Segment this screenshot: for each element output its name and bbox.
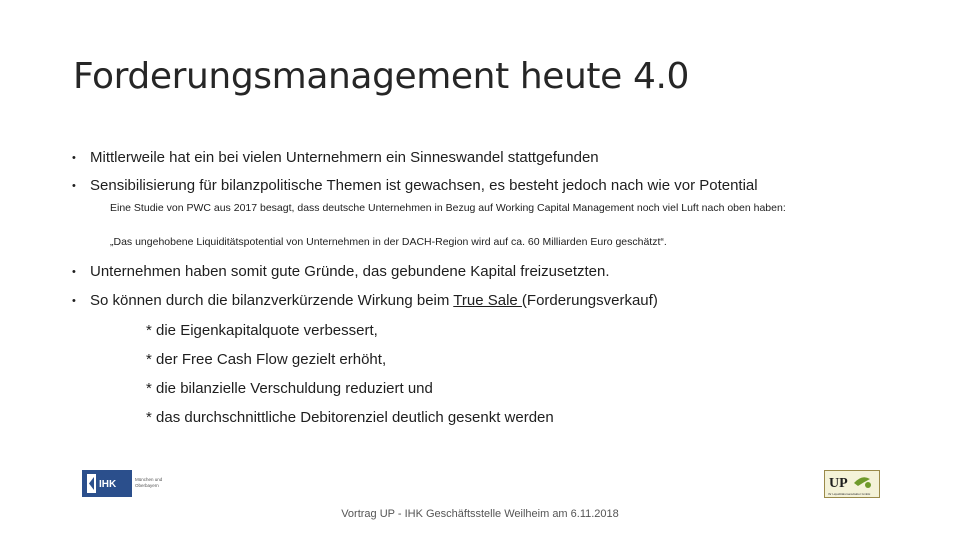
sub-item: * die bilanzielle Verschuldung reduziert und <box>146 380 433 397</box>
bullet-item <box>72 263 610 280</box>
sub-item: * der Free Cash Flow gezielt erhöht, <box>146 351 387 368</box>
bullet-item <box>72 177 758 194</box>
true-sale-underlined: True Sale <box>453 292 522 309</box>
study-quote: „Das ungehobene Liquiditätspotential von Unternehmen in der DACH-Region wird auf ca. 60 Milliarden Euro geschätzt“. <box>110 236 667 248</box>
sub-item: * die Eigenkapitalquote verbessert, <box>146 322 378 339</box>
bullet-dot: • <box>72 266 76 278</box>
up-logo <box>824 470 880 498</box>
bullet-item <box>72 292 658 309</box>
up-logo-text: UP <box>829 476 848 491</box>
bullet-text-after: (Forderungsverkauf) <box>521 292 658 309</box>
ihk-logo-text: IHK <box>99 479 117 490</box>
sub-item: * das durchschnittliche Debitorenziel deutlich gesenkt werden <box>146 409 554 426</box>
study-text: Eine Studie von PWC aus 2017 besagt, dass deutsche Unternehmen in Bezug auf Working Capital Management noch viel Luft nach oben haben: <box>110 202 786 214</box>
bullet-text: Sensibilisierung für bilanzpolitische Themen ist gewachsen, es besteht jedoch nach wie vor Potential <box>90 177 758 194</box>
ihk-logo <box>82 470 170 497</box>
bullet-text: Mittlerweile hat ein bei vielen Unternehmern ein Sinneswandel stattgefunden <box>90 149 599 166</box>
svg-text:Ihr Liquiditätsmanufaktur GmbH: Ihr Liquiditätsmanufaktur GmbH <box>828 492 871 496</box>
bullet-dot: • <box>72 152 76 164</box>
svg-text:Oberbayern: Oberbayern <box>135 483 159 488</box>
svg-text:München und: München und <box>135 477 163 482</box>
bullet-text-before: So können durch die bilanzverkürzende Wirkung beim <box>90 292 454 309</box>
bullet-text: Unternehmen haben somit gute Gründe, das gebundene Kapital freizusetzten. <box>90 263 610 280</box>
bullet-dot: • <box>72 295 76 307</box>
footer-text: Vortrag UP - IHK Geschäftsstelle Weilheim am 6.11.2018 <box>341 508 619 520</box>
bullet-item <box>72 149 599 166</box>
bullet-dot: • <box>72 180 76 192</box>
slide-title: Forderungsmanagement heute 4.0 <box>73 56 689 97</box>
